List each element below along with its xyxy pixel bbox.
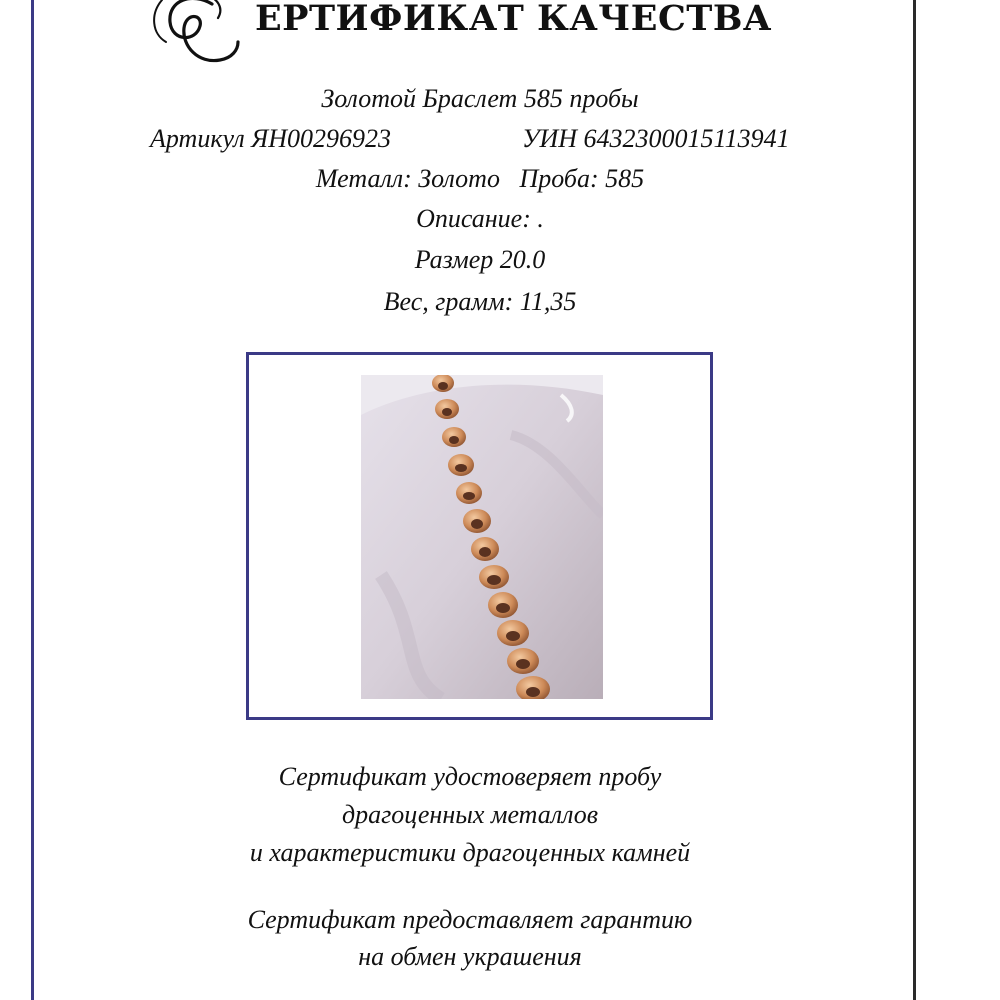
footer-line-3: и характеристики драгоценных камней	[249, 838, 691, 867]
product-photo-frame	[246, 352, 713, 720]
product-name: Золотой Браслет 585 пробы	[321, 84, 639, 113]
footer-line-4: Сертификат предоставляет гарантию	[247, 905, 693, 934]
description: Описание: .	[416, 204, 544, 233]
monogram-icon	[140, 0, 250, 72]
weight: Вес, грамм: 11,35	[383, 287, 577, 316]
uin-number: УИН 6432300015113941	[522, 124, 790, 153]
certificate-title: ЕРТИФИКАТ КАЧЕСТВА	[255, 0, 772, 39]
metal-probe: Металл: Золото Проба: 585	[315, 164, 645, 193]
footer-line-2: драгоценных металлов	[341, 800, 599, 829]
footer-line-5: на обмен украшения	[358, 942, 582, 971]
article-number: Артикул ЯН00296923	[150, 124, 392, 153]
product-photo	[361, 375, 603, 699]
footer-line-1: Сертификат удостоверяет пробу	[278, 762, 662, 791]
bracelet-image	[361, 375, 603, 699]
size: Размер 20.0	[414, 245, 546, 274]
